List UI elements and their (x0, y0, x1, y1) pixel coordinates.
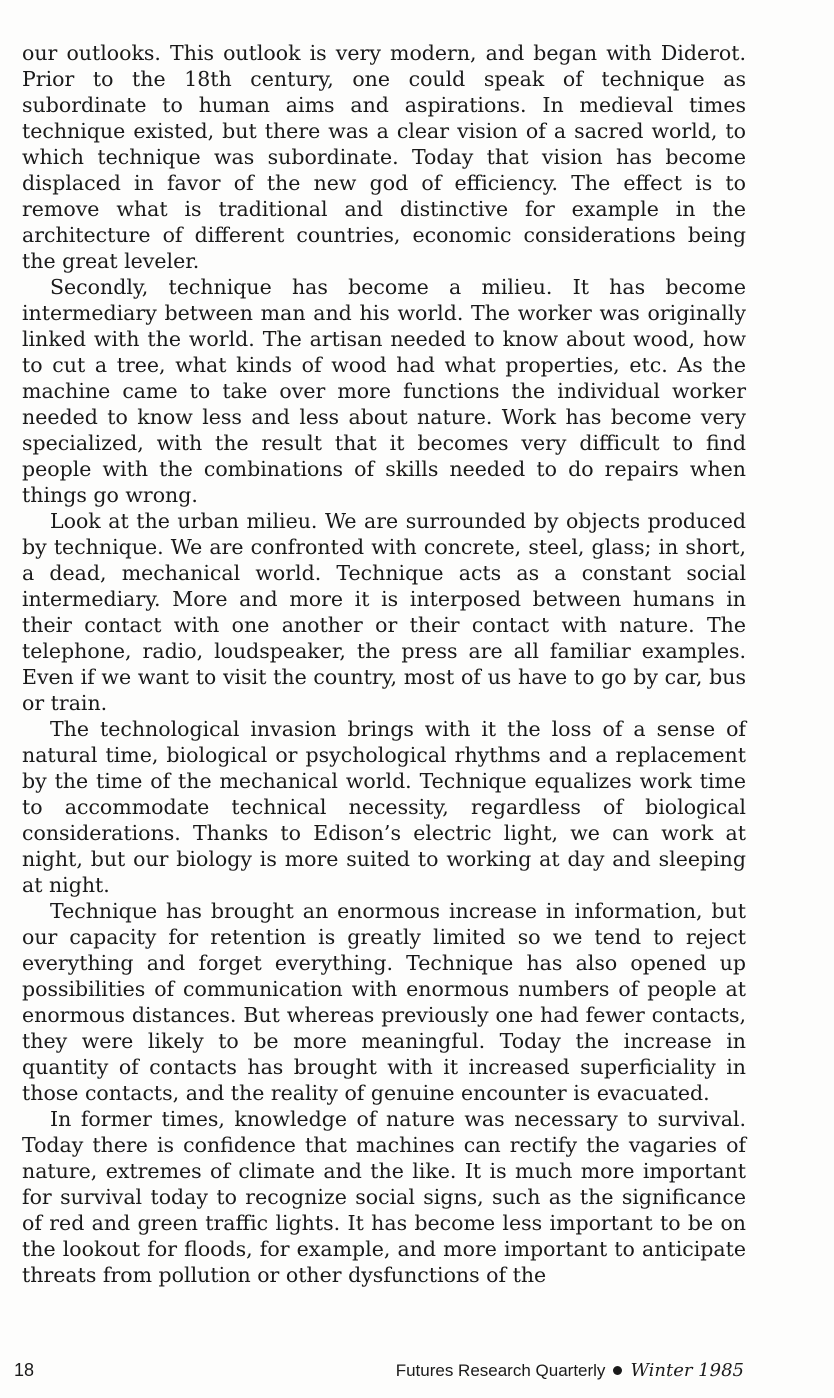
page-number: 18 (14, 1360, 35, 1380)
bullet-icon (613, 1366, 622, 1375)
paragraph-5: Technique has brought an enormous increase in information, but our capacity for retention is greatly limited so we tend to reject everything and forget everything. Technique has also opened up possibilities of communication with enormous numbers of people at enormous distances. But whereas previously one had fewer contacts, they were likely to be more meaningful. Today the increase in quantity of contacts has brought with it increased superficiality in those contacts, and the reality of genuine encounter is evacuated. (22, 899, 746, 1105)
paragraph-4: The technological invasion brings with it the loss of a sense of natural time, biological or psychological rhythms and a replacement by the time of the mechanical world. Technique equalizes work time to accommodate technical necessity, regardless of biological considerations. Thanks to Edison’s electric light, we can work at night, but our biology is more suited to working at day and sleeping at night. (22, 717, 746, 897)
page-footer (14, 1360, 744, 1386)
journal-citation (396, 1360, 744, 1381)
paragraph-1: our outlooks. This outlook is very modern, and began with Diderot. Prior to the 18th century, one could speak of technique as subordinate to human aims and aspirations. In medieval times technique existed, but there was a clear vision of a sacred world, to which technique was subordinate. Today that vision has become displaced in favor of the new god of efficiency. The effect is to remove what is traditional and distinctive for example in the architecture of different countries, economic considerations being the great leveler. (22, 41, 746, 273)
journal-name: Futures Research Quarterly (395, 1361, 606, 1380)
paragraph-3: Look at the urban milieu. We are surrounded by objects produced by technique. We are confronted with concrete, steel, glass; in short, a dead, mechanical world. Technique acts as a constant social intermediary. More and more it is interposed between humans in their contact with one another or their contact with nature. The telephone, radio, loudspeaker, the press are all familiar examples. Even if we want to visit the country, most of us have to go by car, bus or train. (22, 509, 746, 715)
body-text (22, 40, 746, 1288)
issue-date: Winter 1985 (630, 1360, 744, 1381)
paragraph-2: Secondly, technique has become a milieu. It has become intermediary between man and his world. The worker was originally linked with the world. The artisan needed to know about wood, how to cut a tree, what kinds of wood had what properties, etc. As the machine came to take over more functions the individual worker needed to know less and less about nature. Work has become very specialized, with the result that it becomes very difficult to find people with the combinations of skills needed to do repairs when things go wrong. (22, 275, 746, 507)
paragraph-6: In former times, knowledge of nature was necessary to survival. Today there is confidence that machines can rectify the vagaries of nature, extremes of climate and the like. It is much more important for survival today to recognize social signs, such as the significance of red and green traffic lights. It has become less important to be on the lookout for floods, for example, and more important to anticipate threats from pollution or other dysfunctions of the (22, 1107, 746, 1287)
